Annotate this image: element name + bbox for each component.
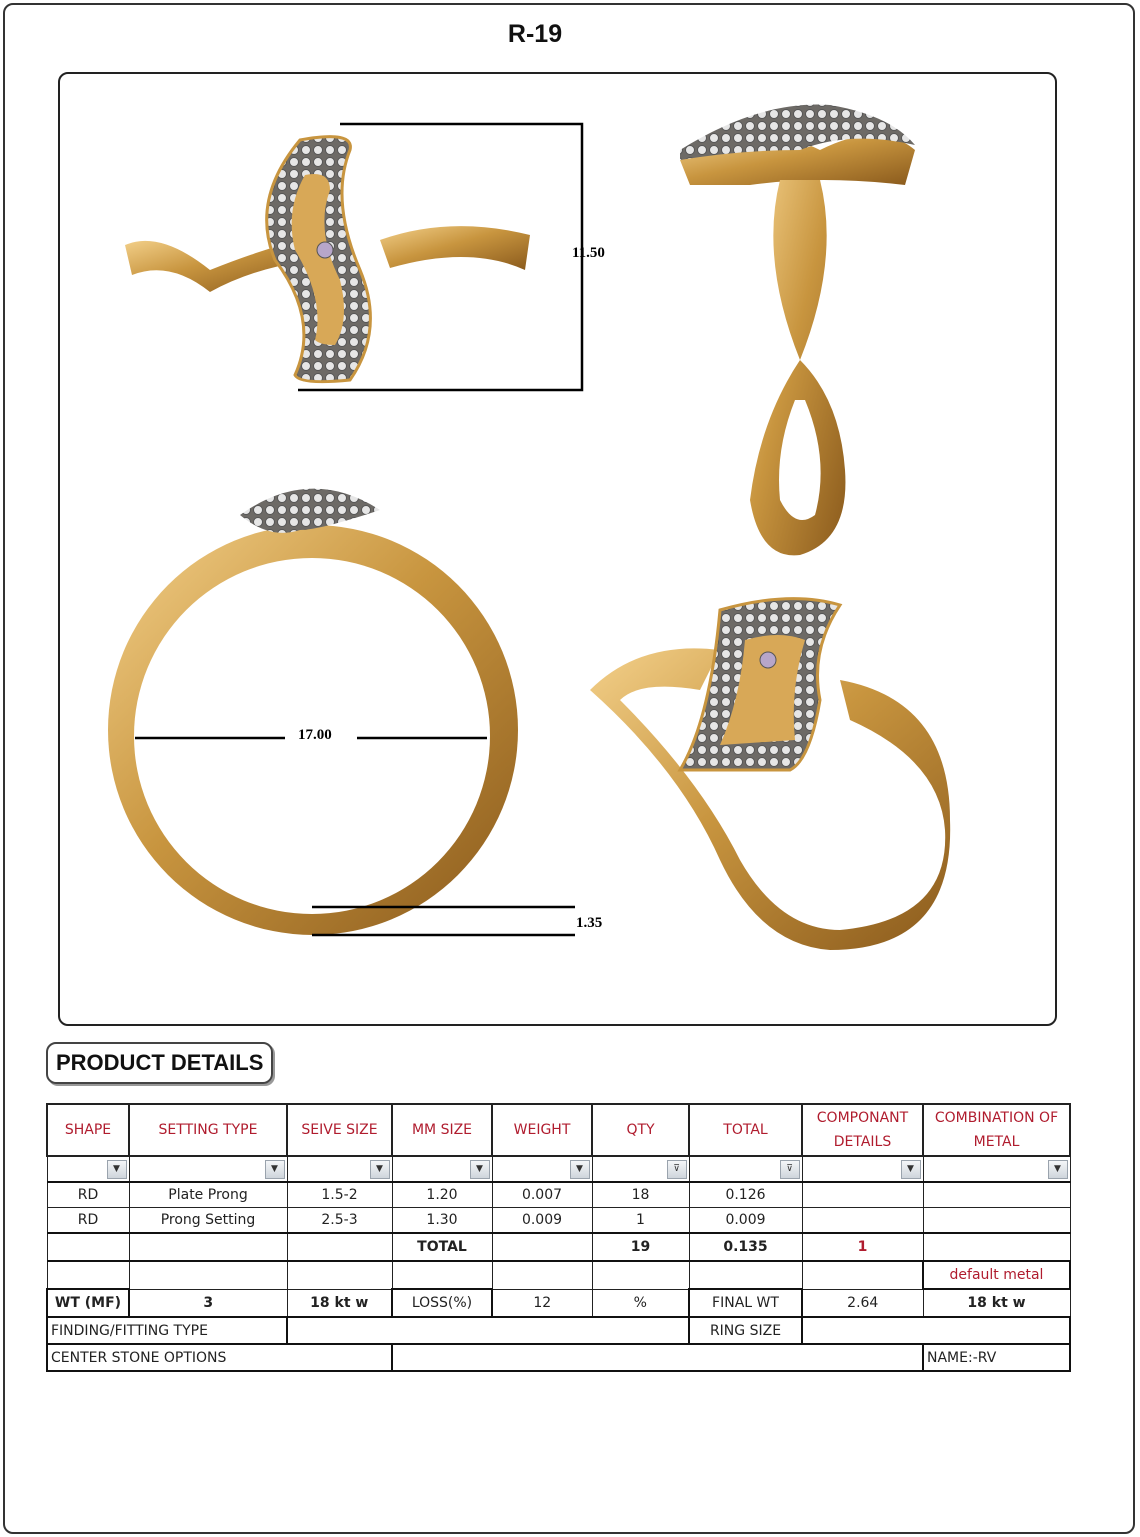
ring-top-view: [125, 137, 530, 382]
band-width-dimension: 1.35: [576, 915, 603, 931]
finding-row: [47, 1317, 1070, 1344]
table-row: [47, 1208, 1070, 1234]
header-row: [47, 1104, 1070, 1156]
filter-dropdown-icon[interactable]: ▼: [1048, 1160, 1068, 1179]
cell-shape: RD: [47, 1208, 129, 1234]
center-stone-row: [47, 1344, 1070, 1371]
filter-dropdown-icon[interactable]: ▼: [470, 1160, 490, 1179]
ring-perspective-view: [590, 599, 950, 950]
cell-total: 0.009: [689, 1208, 802, 1234]
product-details-table: [46, 1103, 1071, 1372]
cell-metal: [923, 1208, 1070, 1234]
filter-row: [47, 1156, 1070, 1182]
header-qty: QTY: [592, 1104, 689, 1156]
final-wt-label: FINAL WT: [689, 1289, 802, 1317]
filter-dropdown-icon[interactable]: ▼: [370, 1160, 390, 1179]
metal-value: 18 kt w: [287, 1289, 392, 1317]
total-qty: 19: [592, 1233, 689, 1261]
cell-total: 0.126: [689, 1182, 802, 1208]
header-weight: WEIGHT: [492, 1104, 592, 1156]
percent-sign: %: [592, 1289, 689, 1317]
cell-mm-size: 1.30: [392, 1208, 492, 1234]
header-mm-size: MM SIZE: [392, 1104, 492, 1156]
cell-qty: 18: [592, 1182, 689, 1208]
header-component-details: COMPONANT DETAILS: [802, 1104, 923, 1156]
loss-value: 12: [492, 1289, 592, 1317]
ring-size-label: RING SIZE: [689, 1317, 802, 1344]
filter-dropdown-icon[interactable]: ▼: [107, 1160, 127, 1179]
cell-setting-type: Plate Prong: [129, 1182, 287, 1208]
product-details-label: PRODUCT DETAILS: [46, 1042, 273, 1084]
cell-setting-type: Prong Setting: [129, 1208, 287, 1234]
filter-dropdown-icon[interactable]: ▼: [265, 1160, 285, 1179]
cell-shape: RD: [47, 1182, 129, 1208]
cell-mm-size: 1.20: [392, 1182, 492, 1208]
diameter-dimension: 17.00: [298, 727, 332, 743]
cell-weight: 0.007: [492, 1182, 592, 1208]
cell-qty: 1: [592, 1208, 689, 1234]
total-weight: 0.135: [689, 1233, 802, 1261]
cell-seive-size: 2.5-3: [287, 1208, 392, 1234]
cell-component: [802, 1208, 923, 1234]
ring-front-view: [108, 489, 518, 935]
finding-label: FINDING/FITTING TYPE: [47, 1317, 287, 1344]
total-label: TOTAL: [392, 1233, 492, 1261]
ring-side-view: [680, 105, 915, 556]
wt-mf-label: WT (MF): [47, 1289, 129, 1317]
header-total: TOTAL: [689, 1104, 802, 1156]
cell-metal: [923, 1182, 1070, 1208]
cell-seive-size: 1.5-2: [287, 1182, 392, 1208]
header-seive-size: SEIVE SIZE: [287, 1104, 392, 1156]
weight-row: [47, 1289, 1070, 1317]
cell-weight: 0.009: [492, 1208, 592, 1234]
table-row: [47, 1182, 1070, 1208]
filter-active-icon[interactable]: ⊽: [667, 1160, 687, 1179]
header-combination-of-metal: COMBINATION OF METAL: [923, 1104, 1070, 1156]
filter-dropdown-icon[interactable]: ▼: [570, 1160, 590, 1179]
default-metal: default metal: [923, 1261, 1070, 1289]
page-title: R-19: [507, 20, 563, 48]
wt-mf-value: 3: [129, 1289, 287, 1317]
center-stone-label: CENTER STONE OPTIONS: [47, 1344, 392, 1371]
total-row: [47, 1233, 1070, 1261]
header-shape: SHAPE: [47, 1104, 129, 1156]
filter-active-icon[interactable]: ⊽: [780, 1160, 800, 1179]
height-dimension: 11.50: [572, 245, 605, 261]
component-count: 1: [802, 1233, 923, 1261]
final-wt-value: 2.64: [802, 1289, 923, 1317]
designer-name: NAME:-RV: [923, 1344, 1070, 1371]
header-setting-type: SETTING TYPE: [129, 1104, 287, 1156]
default-metal-row: [47, 1261, 1070, 1289]
loss-label: LOSS(%): [392, 1289, 492, 1317]
final-metal: 18 kt w: [923, 1289, 1070, 1317]
filter-dropdown-icon[interactable]: ▼: [901, 1160, 921, 1179]
ring-size-value: [802, 1317, 1070, 1344]
cell-component: [802, 1182, 923, 1208]
